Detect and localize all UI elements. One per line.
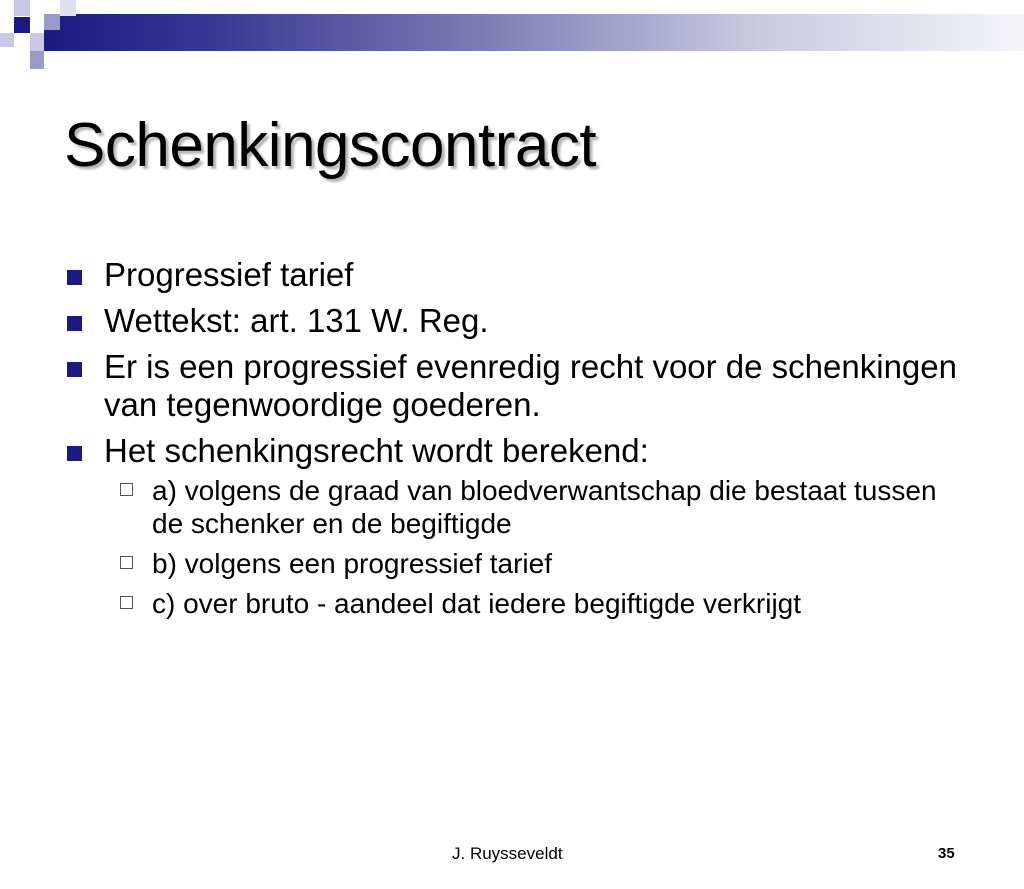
sub-bullet-list — [104, 474, 964, 620]
hollow-square-bullet-icon — [120, 483, 133, 496]
corner-decoration — [0, 0, 80, 80]
square-bullet-icon — [67, 446, 82, 461]
corner-square — [44, 14, 60, 30]
corner-square — [0, 33, 14, 47]
corner-square — [14, 17, 30, 33]
hollow-square-bullet-icon — [120, 596, 133, 609]
sub-bullet-item — [104, 547, 964, 580]
sub-bullet-text: a) volgens de graad van bloedverwantschap die bestaat tussen de schenker en de begiftigde — [152, 475, 937, 539]
square-bullet-icon — [67, 270, 82, 285]
square-bullet-icon — [67, 316, 82, 331]
bullet-text: Het schenkingsrecht wordt berekend: — [104, 432, 649, 469]
corner-square — [14, 0, 30, 16]
bullet-item — [64, 432, 964, 620]
corner-square — [30, 33, 44, 51]
footer-author: J. Ruysseveldt — [452, 844, 563, 863]
slide-title: Schenkingscontract — [64, 111, 597, 180]
hollow-square-bullet-icon — [120, 556, 133, 569]
corner-square — [30, 51, 44, 69]
square-bullet-icon — [67, 362, 82, 377]
bullet-list — [64, 256, 964, 628]
corner-square — [60, 0, 76, 16]
header-gradient-bar — [44, 14, 1024, 51]
bullet-item — [64, 302, 964, 340]
sub-bullet-item — [104, 587, 964, 620]
bullet-text: Progressief tarief — [104, 256, 354, 293]
bullet-text: Wettekst: art. 131 W. Reg. — [104, 302, 489, 339]
bullet-item — [64, 256, 964, 294]
bullet-item — [64, 348, 964, 424]
sub-bullet-text: c) over bruto - aandeel dat iedere begiftigde verkrijgt — [152, 588, 802, 619]
slide-number: 35 — [938, 845, 955, 862]
sub-bullet-item — [104, 474, 964, 540]
bullet-text: Er is een progressief evenredig recht voor de schenkingen van tegenwoordige goederen. — [104, 348, 957, 423]
sub-bullet-text: b) volgens een progressief tarief — [152, 548, 552, 579]
